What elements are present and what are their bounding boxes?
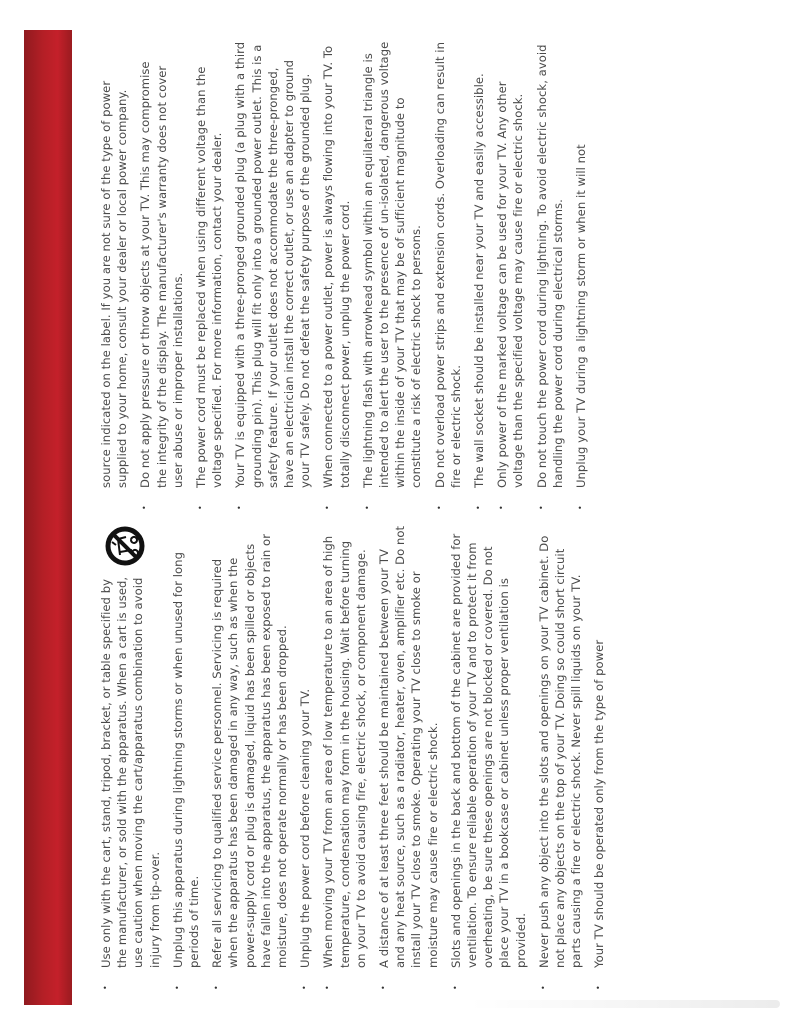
bullet-item: • Your TV should be operated only from the type of power: [591, 525, 607, 990]
red-accent-band: [24, 30, 72, 1005]
bullet-item: • Unplug the power cord before cleaning your TV.: [297, 525, 313, 990]
bullet-item: • When connected to a power outlet, power is always flowing into your TV. To totally disconnect power, unplug the power cord.: [320, 40, 352, 510]
bullet-item: • The wall socket should be installed near your TV and easily accessible.: [471, 40, 487, 510]
bullet-item: • Do not touch the power cord during lightning. To avoid electric shock, avoid handling the power cord during electrical storms.: [534, 40, 566, 510]
bullet-text: • Use only with the cart, stand, tripod, bracket, or table specified by the manufacturer, or sold with the apparatus. When a cart is used, use caution when moving the cart/apparatus combination to avoid injury from tip-over.: [99, 576, 162, 968]
bullet-item: • Unplug your TV during a lightning storm or when it will not: [573, 40, 589, 510]
bullet-item: [98, 525, 163, 990]
cart-tipover-warning-icon: [104, 525, 146, 567]
bullet-item: • Unplug this apparatus during lightning storms or when unused for long periods of time.: [170, 525, 202, 990]
bullet-item: • Slots and openings in the back and bottom of the cabinet are provided for ventilation. To ensure reliable operation of your TV and to protect it from overheating, be sure these openings are not blocked or covered. Do not place your TV in a bookcase or cabinet unless proper ventilation is provided.: [448, 525, 529, 990]
bullet-item: • Your TV is equipped with a three-pronged grounded plug (a plug with a third grounding pin). This plug will fit only into a grounded power outlet. This is a safety feature. If your outlet does not accommodate the three-pronged, have an electrician install the correct outlet, or use an adapter to ground your TV safely. Do not defeat the safety purpose of the grounded plug.: [232, 40, 313, 510]
bullet-item: • Only power of the marked voltage can be used for your TV. Any other voltage than the specified voltage may cause fire or electric shock.: [494, 40, 526, 510]
continued-text: source indicated on the label. If you are not sure of the type of power supplied to your home, consult your dealer or local power company.: [99, 80, 130, 488]
bullet-item: • The lightning flash with arrowhead symbol within an equilateral triangle is intended to alert the user to the presence of un-isolated, dangerous voltage within the inside of your TV that may be of sufficient magnitude to constitute a risk of electric shock to persons.: [360, 40, 425, 510]
bullet-item: • Never push any object into the slots and openings on your TV cabinet. Do not place any objects on the top of your TV. Doing so could short circuit parts causing a fire or electric shock. Never spill liquids on your TV.: [536, 525, 585, 990]
bullet-item: • When moving your TV from an area of low temperature to an area of high temperature, condensation may form in the housing. Wait before turning on your TV to avoid causing fire, electric shock, or component damage.: [320, 525, 369, 990]
left-column: [98, 525, 615, 990]
bullet-item: • The power cord must be replaced when using different voltage than the voltage specified. For more information, contact your dealer.: [193, 40, 225, 510]
right-column: [98, 40, 596, 510]
rotated-manual-page: [90, 30, 780, 1005]
bullet-item: • Do not overload power strips and extension cords. Overloading can result in fire or electric shock.: [432, 40, 464, 510]
bullet-item: • Refer all servicing to qualified service personnel. Servicing is required when the apparatus has been damaged in any way, such as when the power-supply cord or plug is damaged, liquid has been spilled or objects have fallen into the apparatus, the apparatus has been exposed to rain or moisture, does not operate normally or has been dropped.: [209, 525, 290, 990]
bullet-item: • A distance of at least three feet should be maintained between your TV and any heat source, such as a radiator, heater, oven, amplifier etc. Do not install your TV close to smoke. Operating your TV close to smoke or moisture may cause fire or electric shock.: [376, 525, 441, 990]
bullet-item: • Do not apply pressure or throw objects at your TV. This may compromise the integrity of the display. The manufacturer's warranty does not cover user abuse or improper installations.: [137, 40, 186, 510]
